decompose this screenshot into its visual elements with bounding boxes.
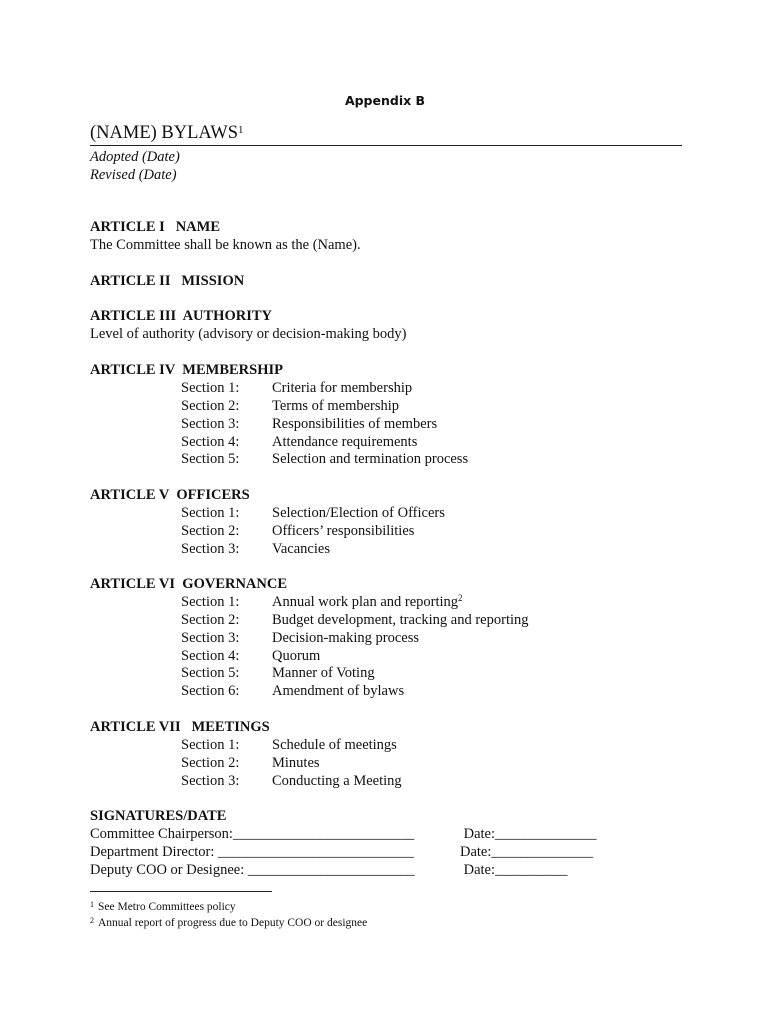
appendix-label: Appendix B [344, 93, 426, 108]
section-number: Section 5: [181, 451, 240, 468]
section-row [90, 773, 690, 791]
section-text: Quorum [272, 647, 321, 664]
footnote-1 [90, 899, 367, 915]
footnote-text: See Metro Committees policy [98, 901, 236, 913]
section-number: Section 4: [181, 647, 240, 664]
footnote-divider [90, 891, 272, 892]
section-text: Minutes [272, 754, 320, 771]
footnote-text: Annual report of progress due to Deputy COO or designee [98, 917, 368, 929]
section-number: Section 1: [181, 593, 240, 610]
signatures-block [90, 808, 690, 880]
signature-row-director [90, 844, 690, 862]
article-heading: ARTICLE IV MEMBERSHIP [90, 362, 283, 378]
section-row [90, 665, 690, 683]
section-text: Conducting a Meeting [272, 772, 402, 789]
footnote-ref: 2 [458, 592, 463, 603]
section-row [90, 594, 690, 612]
title-footnote-ref: 1 [238, 124, 244, 136]
section-text [272, 594, 463, 612]
article-3 [90, 308, 690, 344]
section-number: Section 2: [181, 611, 240, 628]
article-heading: ARTICLE III AUTHORITY [90, 308, 272, 324]
footnote-2 [90, 915, 367, 931]
article-heading: ARTICLE I NAME [90, 219, 221, 235]
article-heading: ARTICLE VII MEETINGS [90, 719, 270, 735]
section-row [90, 451, 690, 469]
section-row [90, 648, 690, 666]
section-number: Section 2: [181, 397, 240, 414]
signature-row-chairperson [90, 826, 690, 844]
section-number: Section 6: [181, 683, 240, 700]
section-text: Schedule of meetings [272, 736, 397, 753]
section-number: Section 2: [181, 754, 240, 771]
title-text: (NAME) BYLAWS [90, 123, 239, 143]
section-row [90, 541, 690, 559]
section-text: Attendance requirements [272, 433, 418, 450]
section-number: Section 2: [181, 522, 240, 539]
section-row [90, 612, 690, 630]
section-row [90, 523, 690, 541]
signature-date: Date:______________ [460, 843, 593, 860]
article-7 [90, 719, 690, 791]
section-text: Selection/Election of Officers [272, 504, 445, 521]
section-row [90, 737, 690, 755]
section-text: Responsibilities of members [272, 415, 438, 432]
section-row [90, 416, 690, 434]
section-row [90, 380, 690, 398]
article-heading: ARTICLE II MISSION [90, 273, 245, 289]
section-row [90, 755, 690, 773]
signature-label: Department Director: ___________________________ [90, 843, 414, 860]
article-text: Level of authority (advisory or decision-making body) [90, 325, 407, 342]
signature-label: Committee Chairperson:_________________________ [90, 825, 415, 842]
signature-date: Date:______________ [460, 825, 597, 842]
section-text: Selection and termination process [272, 451, 469, 468]
footnotes [90, 899, 367, 931]
section-row [90, 434, 690, 452]
footnote-number: 2 [90, 916, 94, 925]
section-number: Section 1: [181, 504, 240, 521]
section-text: Terms of membership [272, 397, 400, 414]
signatures-heading: SIGNATURES/DATE [90, 808, 227, 824]
section-number: Section 1: [181, 736, 240, 753]
article-1 [90, 219, 690, 255]
section-text: Vacancies [272, 540, 330, 557]
section-number: Section 3: [181, 629, 240, 646]
section-text: Criteria for membership [272, 379, 413, 396]
section-number: Section 1: [181, 379, 240, 396]
section-text: Decision-making process [272, 629, 419, 646]
section-number: Section 3: [181, 415, 240, 432]
article-text: The Committee shall be known as the (Name). [90, 236, 361, 253]
article-4 [90, 362, 690, 469]
signature-row-deputy-coo [90, 862, 690, 880]
section-number: Section 3: [181, 772, 240, 789]
section-row [90, 398, 690, 416]
footnote-number: 1 [90, 900, 94, 909]
signature-label: Deputy COO or Designee: _______________________ [90, 861, 415, 878]
signature-date: Date:__________ [460, 861, 568, 878]
section-row [90, 630, 690, 648]
section-number: Section 3: [181, 540, 240, 557]
section-text: Budget development, tracking and reporting [272, 611, 529, 628]
section-text: Manner of Voting [272, 665, 375, 682]
article-heading: ARTICLE V OFFICERS [90, 487, 250, 503]
section-row [90, 683, 690, 701]
section-number: Section 4: [181, 433, 240, 450]
article-2 [90, 273, 690, 291]
section-text: Amendment of bylaws [272, 683, 405, 700]
section-text: Officers’ responsibilities [272, 522, 415, 539]
article-6 [90, 576, 690, 701]
article-5 [90, 487, 690, 559]
section-text-content: Annual work plan and reporting [272, 593, 459, 610]
adopted-date: Adopted (Date) [90, 149, 180, 165]
section-row [90, 505, 690, 523]
article-heading: ARTICLE VI GOVERNANCE [90, 576, 288, 592]
document-title [90, 122, 682, 146]
revised-date: Revised (Date) [90, 167, 177, 183]
section-number: Section 5: [181, 665, 240, 682]
